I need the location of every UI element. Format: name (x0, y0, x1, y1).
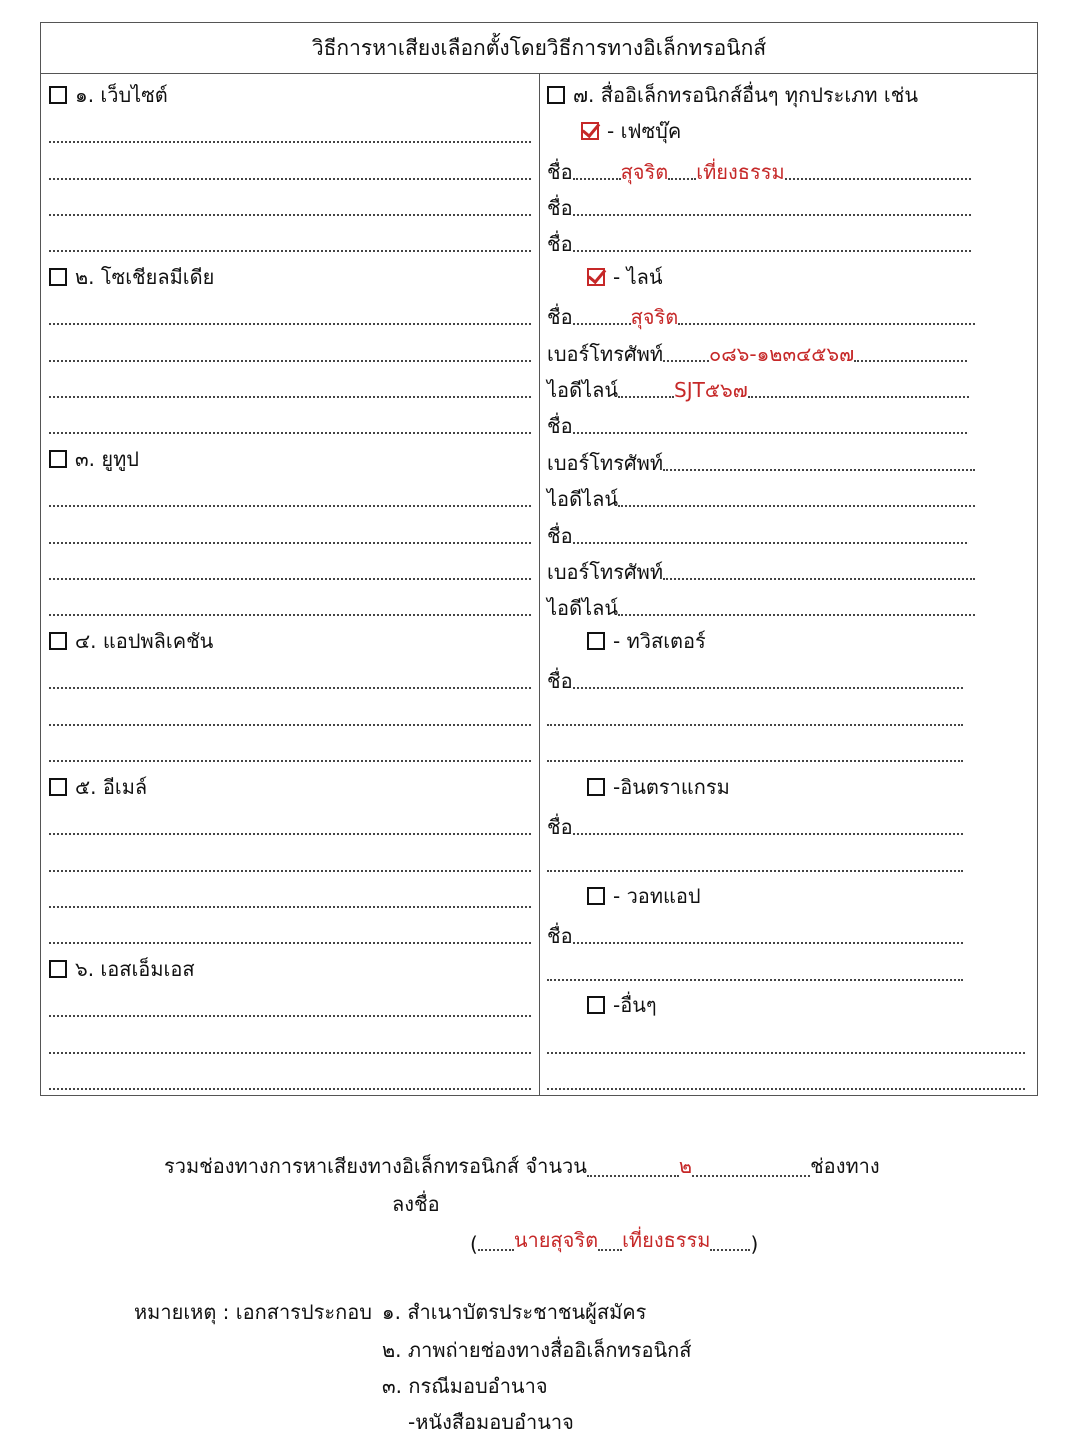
channel-count-label: รวมช่องทางการหาเสียงทางอิเล็กทรอนิกส์ จำนวน (164, 1154, 587, 1178)
social-media-item[interactable] (49, 259, 531, 295)
line-id-line[interactable] (547, 368, 969, 402)
dotted-line[interactable] (49, 586, 531, 620)
line-name-value: สุจริต (630, 305, 679, 329)
whatsapp-checkbox[interactable] (587, 887, 605, 905)
dotted-line[interactable] (49, 150, 531, 184)
dotted-line[interactable] (49, 1024, 531, 1058)
email-item[interactable] (49, 769, 531, 805)
name-label: ชื่อ (547, 524, 573, 548)
facebook-checkbox[interactable] (581, 122, 599, 140)
website-checkbox[interactable] (49, 86, 67, 104)
close-paren: ) (750, 1232, 759, 1256)
instagram-checkbox[interactable] (587, 778, 605, 796)
other-media-label: ๗. สื่ออิเล็กทรอนิกส์อื่นๆ ทุกประเภท เช่น (573, 83, 919, 107)
dotted-line[interactable] (49, 987, 531, 1021)
website-item[interactable] (49, 77, 531, 113)
social-media-label: ๒. โซเชียลมีเดีย (75, 265, 215, 289)
dotted-line[interactable] (49, 878, 531, 912)
sms-label: ๖. เอสเอ็มเอส (75, 957, 195, 981)
facebook-name-last: เที่ยงธรรม (696, 160, 785, 184)
name-label: ชื่อ (547, 414, 573, 438)
line-name-line[interactable] (547, 514, 967, 548)
sign-label-line (392, 1188, 440, 1220)
other-label: -อื่นๆ (613, 993, 657, 1017)
lineid-label: ไอดีไลน์ (547, 487, 619, 511)
line-name-line[interactable] (547, 404, 967, 438)
channel-count-line[interactable] (164, 1150, 880, 1182)
sign-label: ลงชื่อ (392, 1192, 440, 1216)
facebook-name-line[interactable] (547, 150, 971, 184)
dotted-line[interactable] (49, 914, 531, 948)
dotted-line[interactable] (49, 368, 531, 402)
social-media-checkbox[interactable] (49, 268, 67, 286)
dotted-line[interactable] (49, 514, 531, 548)
notes-prefix: หมายเหตุ : เอกสารประกอบ (134, 1300, 372, 1324)
line-id-line[interactable] (547, 477, 975, 511)
dotted-line[interactable] (49, 659, 531, 693)
twitter-checkbox[interactable] (587, 632, 605, 650)
sms-checkbox[interactable] (49, 960, 67, 978)
dotted-line[interactable] (547, 732, 963, 766)
application-checkbox[interactable] (49, 632, 67, 650)
dotted-line[interactable] (547, 951, 963, 985)
dotted-line[interactable] (49, 404, 531, 438)
whatsapp-name-line[interactable] (547, 914, 963, 948)
line-name-line[interactable] (547, 295, 975, 329)
youtube-checkbox[interactable] (49, 450, 67, 468)
dotted-line[interactable] (547, 842, 963, 876)
instagram-name-line[interactable] (547, 805, 963, 839)
line-option[interactable] (587, 259, 663, 295)
name-label: ชื่อ (547, 160, 573, 184)
dotted-line[interactable] (49, 1060, 531, 1094)
column-divider (539, 73, 540, 1095)
lineid-label: ไอดีไลน์ (547, 596, 619, 620)
note-item-4: -หนังสือมอบอำนาจ (408, 1410, 574, 1434)
channel-count-value: ๒ (678, 1154, 693, 1178)
twitter-label: - ทวิสเตอร์ (613, 629, 706, 653)
dotted-line[interactable] (49, 295, 531, 329)
name-label: ชื่อ (547, 196, 573, 220)
twitter-name-line[interactable] (547, 659, 963, 693)
website-label: ๑. เว็บไซต์ (75, 83, 168, 107)
dotted-line[interactable] (49, 842, 531, 876)
whatsapp-option[interactable] (587, 878, 701, 914)
name-label: ชื่อ (547, 815, 573, 839)
dotted-line[interactable] (49, 805, 531, 839)
facebook-label: - เฟซบุ๊ค (607, 119, 682, 143)
dotted-line[interactable] (547, 1024, 1025, 1058)
phone-label: เบอร์โทรศัพท์ (547, 451, 664, 475)
other-media-checkbox[interactable] (547, 86, 565, 104)
facebook-option[interactable] (581, 113, 681, 149)
phone-label: เบอร์โทรศัพท์ (547, 560, 664, 584)
phone-label: เบอร์โทรศัพท์ (547, 342, 664, 366)
signer-last-name: เที่ยงธรรม (622, 1228, 711, 1252)
line-label: - ไลน์ (613, 265, 663, 289)
sms-item[interactable] (49, 951, 531, 987)
application-item[interactable] (49, 623, 531, 659)
lineid-label: ไอดีไลน์ (547, 378, 619, 402)
signature-line[interactable] (470, 1224, 758, 1256)
note-item-1: ๑. สำเนาบัตรประชาชนผู้สมัคร (381, 1300, 647, 1324)
name-label: ชื่อ (547, 232, 573, 256)
dotted-line[interactable] (49, 222, 531, 256)
signer-first-name: นายสุจริต (513, 1228, 599, 1252)
open-paren: ( (470, 1232, 478, 1256)
line-phone-value: ๐๘๖-๑๒๓๔๕๖๗ (709, 342, 855, 366)
election-form-table (40, 22, 1038, 1096)
dotted-line[interactable] (49, 550, 531, 584)
facebook-name-first: สุจริต (620, 160, 669, 184)
name-label: ชื่อ (547, 924, 573, 948)
notes-line (134, 1296, 646, 1328)
dotted-line[interactable] (49, 732, 531, 766)
other-checkbox[interactable] (587, 996, 605, 1014)
left-column (49, 73, 531, 1095)
name-label: ชื่อ (547, 669, 573, 693)
line-id-line[interactable] (547, 586, 975, 620)
dotted-line[interactable] (49, 332, 531, 366)
whatsapp-label: - วอทแอป (613, 884, 701, 908)
instagram-option[interactable] (587, 769, 730, 805)
dotted-line[interactable] (49, 186, 531, 220)
name-label: ชื่อ (547, 305, 573, 329)
other-option[interactable] (587, 987, 657, 1023)
twitter-option[interactable] (587, 623, 706, 659)
application-label: ๔. แอปพลิเคชัน (75, 629, 214, 653)
right-column (547, 73, 1031, 1095)
form-title: วิธีการหาเสียงเลือกตั้งโดยวิธีการทางอิเล็กทรอนิกส์ (41, 23, 1037, 74)
dotted-line[interactable] (547, 696, 963, 730)
channel-unit-label: ช่องทาง (810, 1154, 880, 1178)
dotted-line[interactable] (49, 696, 531, 730)
line-phone-line[interactable] (547, 332, 967, 366)
email-label: ๕. อีเมล์ (75, 775, 148, 799)
instagram-label: -อินตราแกรม (613, 775, 730, 799)
facebook-name-line[interactable] (547, 222, 971, 256)
youtube-item[interactable] (49, 441, 531, 477)
line-phone-line[interactable] (547, 441, 975, 475)
note-item-2: ๒. ภาพถ่ายช่องทางสื่ออิเล็กทรอนิกส์ (382, 1338, 692, 1362)
note-item-3: ๓. กรณีมอบอำนาจ (382, 1374, 548, 1398)
youtube-label: ๓. ยูทูป (75, 447, 139, 471)
facebook-name-line[interactable] (547, 186, 971, 220)
dotted-line[interactable] (547, 1060, 1025, 1094)
line-phone-line[interactable] (547, 550, 975, 584)
email-checkbox[interactable] (49, 778, 67, 796)
line-id-value: SJT๕๖๗ (674, 378, 748, 402)
line-checkbox[interactable] (587, 268, 605, 286)
dotted-line[interactable] (49, 113, 531, 147)
dotted-line[interactable] (49, 477, 531, 511)
other-media-heading[interactable] (547, 77, 1031, 113)
